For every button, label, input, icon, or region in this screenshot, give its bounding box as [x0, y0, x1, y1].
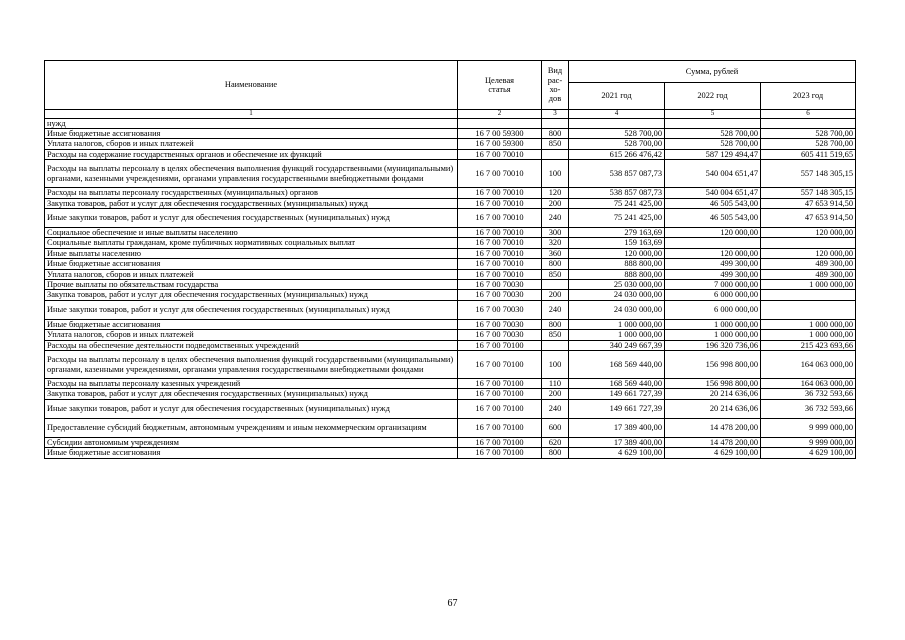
row-amount-2021-cell: 24 030 000,00 [569, 290, 665, 300]
header-sum: Сумма, рублей [569, 61, 856, 83]
row-expense-type-cell: 100 [542, 160, 569, 188]
row-amount-2021-cell: 168 569 440,00 [569, 351, 665, 379]
row-expense-type-cell: 850 [542, 139, 569, 149]
row-amount-2021-cell: 120 000,00 [569, 248, 665, 258]
row-amount-2022-cell: 1 000 000,00 [665, 330, 761, 340]
row-target-article-cell: 16 7 00 70010 [458, 188, 542, 198]
table-row [45, 139, 856, 149]
row-amount-2021-cell: 17 389 400,00 [569, 418, 665, 437]
table-row [45, 269, 856, 279]
row-name-cell: Иные бюджетные ассигнования [45, 319, 458, 329]
row-amount-2023-cell: 1 000 000,00 [761, 330, 856, 340]
row-name-cell: Иные выплаты населению [45, 248, 458, 258]
row-target-article-cell: 16 7 00 70100 [458, 389, 542, 399]
row-target-article-cell: 16 7 00 70010 [458, 208, 542, 227]
table-row [45, 330, 856, 340]
row-name-cell: Субсидии автономным учреждениям [45, 437, 458, 447]
row-name-cell: Прочие выплаты по обязательствам государства [45, 279, 458, 289]
table-row [45, 448, 856, 458]
header-target-line-1: Целевая [484, 75, 515, 85]
row-target-article-cell: 16 7 00 59300 [458, 128, 542, 138]
header-name: Наименование [45, 61, 458, 110]
row-amount-2021-cell: 75 241 425,00 [569, 208, 665, 227]
row-name-cell: нужд [45, 118, 458, 128]
row-expense-type-cell [542, 118, 569, 128]
header-year-2022: 2022 год [665, 83, 761, 110]
row-amount-2023-cell: 489 300,00 [761, 269, 856, 279]
row-amount-2023-cell: 557 148 305,15 [761, 188, 856, 198]
column-index: 6 [761, 110, 856, 119]
row-amount-2021-cell: 24 030 000,00 [569, 300, 665, 319]
table-row [45, 118, 856, 128]
header-target-line-2: статья [488, 85, 511, 94]
row-amount-2023-cell: 164 063 000,00 [761, 351, 856, 379]
table-row [45, 188, 856, 198]
row-amount-2022-cell: 14 478 200,00 [665, 437, 761, 447]
row-amount-2023-cell: 528 700,00 [761, 128, 856, 138]
row-target-article-cell [458, 118, 542, 128]
row-amount-2022-cell: 120 000,00 [665, 227, 761, 237]
table-row [45, 300, 856, 319]
row-name-cell: Расходы на выплаты персоналу казенных учреждений [45, 379, 458, 389]
column-index: 2 [458, 110, 542, 119]
row-amount-2023-cell: 120 000,00 [761, 227, 856, 237]
row-amount-2021-cell: 538 857 087,73 [569, 160, 665, 188]
table-row [45, 340, 856, 350]
row-target-article-cell: 16 7 00 70010 [458, 227, 542, 237]
row-expense-type-cell: 360 [542, 248, 569, 258]
row-expense-type-cell: 620 [542, 437, 569, 447]
row-name-cell: Расходы на выплаты персоналу государственных (муниципальных) органов [45, 188, 458, 198]
row-expense-type-cell: 850 [542, 330, 569, 340]
table-row [45, 160, 856, 188]
table-row [45, 399, 856, 418]
row-name-cell: Закупка товаров, работ и услуг для обеспечения государственных (муниципальных) нужд [45, 290, 458, 300]
table-row [45, 198, 856, 208]
row-name-cell: Иные бюджетные ассигнования [45, 128, 458, 138]
row-name-cell: Предоставление субсидий бюджетным, автономным учреждениям и иным некоммерческим организациям [45, 418, 458, 437]
row-name-cell: Расходы на обеспечение деятельности подведомственных учреждений [45, 340, 458, 350]
row-expense-type-cell: 110 [542, 379, 569, 389]
row-expense-type-cell: 850 [542, 269, 569, 279]
table-row [45, 248, 856, 258]
row-amount-2022-cell: 156 998 800,00 [665, 379, 761, 389]
row-name-cell: Расходы на выплаты персоналу в целях обеспечения выполнения функций государственными (муниципальными) органами, казенными учреждениями, органами управления государственными внебюджетными фондами [45, 351, 458, 379]
header-vid-line-3: хо- [549, 85, 561, 94]
budget-table [44, 60, 856, 459]
row-expense-type-cell: 240 [542, 399, 569, 418]
row-amount-2022-cell [665, 238, 761, 248]
row-amount-2022-cell: 540 004 651,47 [665, 188, 761, 198]
header-target-article [458, 61, 542, 110]
row-target-article-cell: 16 7 00 70010 [458, 160, 542, 188]
column-index: 4 [569, 110, 665, 119]
row-amount-2023-cell: 489 300,00 [761, 259, 856, 269]
row-amount-2022-cell: 20 214 636,06 [665, 399, 761, 418]
table-body [45, 118, 856, 458]
table-row [45, 208, 856, 227]
row-name-cell: Закупка товаров, работ и услуг для обеспечения государственных (муниципальных) нужд [45, 198, 458, 208]
table-row [45, 351, 856, 379]
row-amount-2023-cell [761, 300, 856, 319]
row-target-article-cell: 16 7 00 70030 [458, 319, 542, 329]
row-amount-2022-cell: 20 214 636,06 [665, 389, 761, 399]
row-amount-2022-cell: 4 629 100,00 [665, 448, 761, 458]
row-amount-2023-cell [761, 238, 856, 248]
row-name-cell: Социальные выплаты гражданам, кроме публичных нормативных социальных выплат [45, 238, 458, 248]
row-amount-2021-cell: 888 800,00 [569, 269, 665, 279]
row-expense-type-cell: 800 [542, 259, 569, 269]
row-name-cell: Иные бюджетные ассигнования [45, 448, 458, 458]
row-amount-2022-cell: 587 129 494,47 [665, 149, 761, 159]
row-target-article-cell: 16 7 00 70010 [458, 269, 542, 279]
row-expense-type-cell: 240 [542, 208, 569, 227]
row-target-article-cell: 16 7 00 70100 [458, 379, 542, 389]
column-index: 5 [665, 110, 761, 119]
row-expense-type-cell: 300 [542, 227, 569, 237]
row-target-article-cell: 16 7 00 70100 [458, 351, 542, 379]
row-amount-2021-cell: 1 000 000,00 [569, 330, 665, 340]
row-name-cell: Социальное обеспечение и иные выплаты населению [45, 227, 458, 237]
row-expense-type-cell: 200 [542, 290, 569, 300]
row-amount-2022-cell: 528 700,00 [665, 128, 761, 138]
row-amount-2023-cell: 164 063 000,00 [761, 379, 856, 389]
row-amount-2021-cell [569, 118, 665, 128]
row-amount-2023-cell: 4 629 100,00 [761, 448, 856, 458]
row-expense-type-cell: 800 [542, 448, 569, 458]
row-amount-2022-cell: 46 505 543,00 [665, 208, 761, 227]
row-expense-type-cell [542, 149, 569, 159]
row-target-article-cell: 16 7 00 70030 [458, 290, 542, 300]
row-amount-2023-cell: 9 999 000,00 [761, 437, 856, 447]
row-target-article-cell: 16 7 00 70010 [458, 149, 542, 159]
row-amount-2022-cell: 528 700,00 [665, 139, 761, 149]
row-target-article-cell: 16 7 00 70010 [458, 259, 542, 269]
row-amount-2023-cell: 1 000 000,00 [761, 319, 856, 329]
row-target-article-cell: 16 7 00 70100 [458, 399, 542, 418]
row-target-article-cell: 16 7 00 70010 [458, 248, 542, 258]
row-target-article-cell: 16 7 00 59300 [458, 139, 542, 149]
row-amount-2021-cell: 159 163,69 [569, 238, 665, 248]
row-amount-2023-cell [761, 290, 856, 300]
table-row [45, 418, 856, 437]
table-row [45, 259, 856, 269]
row-name-cell: Закупка товаров, работ и услуг для обеспечения государственных (муниципальных) нужд [45, 389, 458, 399]
row-amount-2022-cell [665, 118, 761, 128]
row-name-cell: Уплата налогов, сборов и иных платежей [45, 139, 458, 149]
table-row [45, 290, 856, 300]
row-amount-2023-cell: 605 411 519,65 [761, 149, 856, 159]
header-year-2023: 2023 год [761, 83, 856, 110]
row-expense-type-cell: 320 [542, 238, 569, 248]
row-amount-2021-cell: 279 163,69 [569, 227, 665, 237]
row-expense-type-cell: 100 [542, 351, 569, 379]
row-amount-2022-cell: 499 300,00 [665, 269, 761, 279]
table-row [45, 379, 856, 389]
header-expense-type [542, 61, 569, 110]
header-vid-line-1: Вид [547, 66, 563, 76]
table-row [45, 238, 856, 248]
row-amount-2023-cell: 47 653 914,50 [761, 208, 856, 227]
row-target-article-cell: 16 7 00 70030 [458, 279, 542, 289]
header-year-2021: 2021 год [569, 83, 665, 110]
row-amount-2021-cell: 25 030 000,00 [569, 279, 665, 289]
row-amount-2022-cell: 156 998 800,00 [665, 351, 761, 379]
row-amount-2023-cell: 9 999 000,00 [761, 418, 856, 437]
row-target-article-cell: 16 7 00 70100 [458, 340, 542, 350]
row-amount-2022-cell: 46 505 543,00 [665, 198, 761, 208]
row-amount-2021-cell: 75 241 425,00 [569, 198, 665, 208]
row-name-cell: Расходы на содержание государственных органов и обеспечение их функций [45, 149, 458, 159]
row-target-article-cell: 16 7 00 70010 [458, 198, 542, 208]
row-amount-2022-cell: 196 320 736,06 [665, 340, 761, 350]
row-amount-2021-cell: 17 389 400,00 [569, 437, 665, 447]
table-row [45, 389, 856, 399]
row-expense-type-cell: 240 [542, 300, 569, 319]
table-row [45, 279, 856, 289]
row-amount-2021-cell: 340 249 667,39 [569, 340, 665, 350]
row-amount-2021-cell: 528 700,00 [569, 128, 665, 138]
row-expense-type-cell [542, 340, 569, 350]
row-amount-2021-cell: 1 000 000,00 [569, 319, 665, 329]
row-amount-2023-cell [761, 118, 856, 128]
row-amount-2023-cell: 36 732 593,66 [761, 399, 856, 418]
row-target-article-cell: 16 7 00 70010 [458, 238, 542, 248]
row-expense-type-cell: 200 [542, 389, 569, 399]
row-amount-2023-cell: 36 732 593,66 [761, 389, 856, 399]
row-amount-2022-cell: 14 478 200,00 [665, 418, 761, 437]
header-vid-line-2: рас- [547, 75, 563, 85]
row-amount-2022-cell: 120 000,00 [665, 248, 761, 258]
table-row [45, 227, 856, 237]
header-vid-line-4: дов [548, 94, 562, 104]
row-amount-2021-cell: 528 700,00 [569, 139, 665, 149]
row-name-cell: Уплата налогов, сборов и иных платежей [45, 269, 458, 279]
row-target-article-cell: 16 7 00 70030 [458, 330, 542, 340]
column-index: 3 [542, 110, 569, 119]
row-expense-type-cell: 200 [542, 198, 569, 208]
row-amount-2021-cell: 888 800,00 [569, 259, 665, 269]
row-expense-type-cell: 120 [542, 188, 569, 198]
row-amount-2021-cell: 4 629 100,00 [569, 448, 665, 458]
row-name-cell: Иные закупки товаров, работ и услуг для обеспечения государственных (муниципальных) нужд [45, 208, 458, 227]
row-name-cell: Расходы на выплаты персоналу в целях обеспечения выполнения функций государственными (муниципальными) органами, казенными учреждениями, органами управления государственными внебюджетными фондами [45, 160, 458, 188]
row-name-cell: Иные бюджетные ассигнования [45, 259, 458, 269]
table-row [45, 128, 856, 138]
row-expense-type-cell: 800 [542, 128, 569, 138]
row-amount-2023-cell: 1 000 000,00 [761, 279, 856, 289]
row-target-article-cell: 16 7 00 70030 [458, 300, 542, 319]
row-expense-type-cell: 800 [542, 319, 569, 329]
row-amount-2023-cell: 528 700,00 [761, 139, 856, 149]
row-amount-2021-cell: 149 661 727,39 [569, 389, 665, 399]
row-amount-2022-cell: 6 000 000,00 [665, 300, 761, 319]
row-amount-2023-cell: 557 148 305,15 [761, 160, 856, 188]
table-row [45, 437, 856, 447]
row-expense-type-cell: 600 [542, 418, 569, 437]
row-amount-2022-cell: 499 300,00 [665, 259, 761, 269]
row-amount-2022-cell: 6 000 000,00 [665, 290, 761, 300]
row-amount-2022-cell: 540 004 651,47 [665, 160, 761, 188]
table-row [45, 319, 856, 329]
row-amount-2021-cell: 615 266 476,42 [569, 149, 665, 159]
row-amount-2023-cell: 120 000,00 [761, 248, 856, 258]
page-number: 67 [447, 598, 458, 609]
row-name-cell: Иные закупки товаров, работ и услуг для обеспечения государственных (муниципальных) нужд [45, 399, 458, 418]
row-amount-2021-cell: 538 857 087,73 [569, 188, 665, 198]
row-target-article-cell: 16 7 00 70100 [458, 448, 542, 458]
row-amount-2021-cell: 149 661 727,39 [569, 399, 665, 418]
column-index: 1 [45, 110, 458, 119]
row-amount-2023-cell: 47 653 914,50 [761, 198, 856, 208]
row-target-article-cell: 16 7 00 70100 [458, 418, 542, 437]
row-amount-2022-cell: 7 000 000,00 [665, 279, 761, 289]
row-amount-2021-cell: 168 569 440,00 [569, 379, 665, 389]
row-name-cell: Иные закупки товаров, работ и услуг для обеспечения государственных (муниципальных) нужд [45, 300, 458, 319]
row-expense-type-cell [542, 279, 569, 289]
table-row [45, 149, 856, 159]
row-amount-2022-cell: 1 000 000,00 [665, 319, 761, 329]
row-amount-2023-cell: 215 423 693,66 [761, 340, 856, 350]
row-name-cell: Уплата налогов, сборов и иных платежей [45, 330, 458, 340]
row-target-article-cell: 16 7 00 70100 [458, 437, 542, 447]
